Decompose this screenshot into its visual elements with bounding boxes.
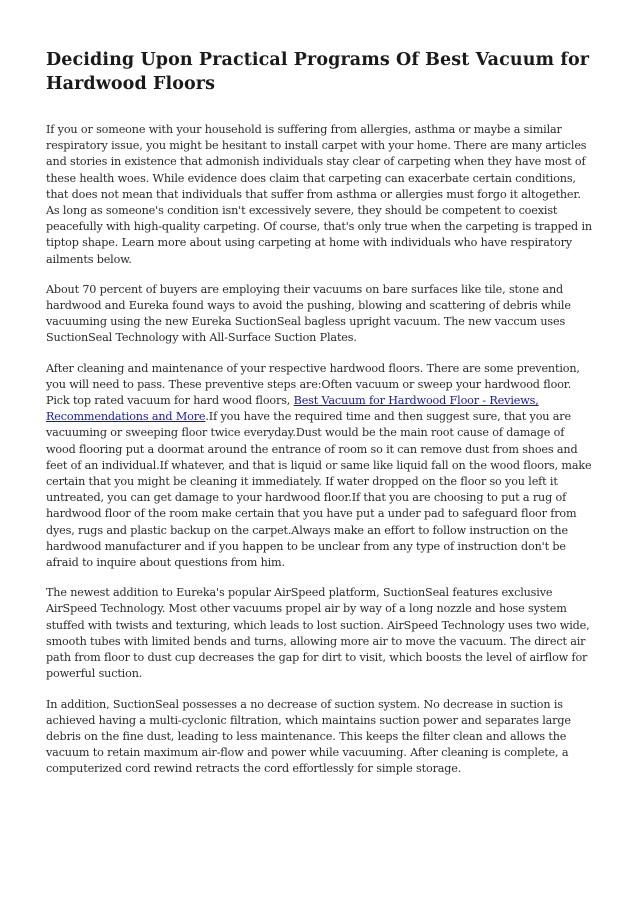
- best-vacuum-reviews-link[interactable]: Best Vacuum for Hardwood Floor - Reviews, Recommendations and More: [46, 394, 539, 424]
- paragraph-hardwood-maintenance: [46, 361, 594, 572]
- paragraph-suction-system: In addition, SuctionSeal possesses a no decrease of suction system. No decrease in suction is achieved having a multi-cyclonic filtration, which maintains suction power and separates large debris on the fine dust, leading to less maintenance. This keeps the filter clean and allows the vacuum to retain maximum air-flow and power while vacuuming. After cleaning is complete, a computerized cord rewind retracts the cord effortlessly for simple storage.: [46, 697, 571, 776]
- document-title: Deciding Upon Practical Programs Of Best Vacuum for Hardwood Floors: [46, 50, 590, 94]
- paragraph-text-before-link: After cleaning and maintenance of your respective hardwood floors. There are some prevention, you will need to pass. These preventive steps are:Often vacuum or sweep your hardwood floor. Pick top rated vacuum for hard wood floors,: [46, 361, 580, 408]
- paragraph-airspeed-technology: The newest addition to Eureka's popular AirSpeed platform, SuctionSeal features exclusive AirSpeed Technology. Most other vacuums propel air by way of a long nozzle and hose system stuffed with twists and texturing, which leads to lost suction. AirSpeed Technology uses two wide, smooth tubes with limited bends and turns, allowing more air to move the vacuum. The direct air path from floor to dust cup decreases the gap for dirt to visit, which boosts the level of airflow for powerful suction.: [46, 586, 590, 681]
- paragraph-text-after-link: .If you have the required time and then suggest sure, that you are vacuuming or sweeping floor twice everyday.Dust would be the main root cause of damage of wood flooring put a doormat around the entrance of room so it can remove dust from shoes and feet of an individual.If whatever, and that is liquid or same like liquid fall on the wood floors, make certain that you might be cleaning it immediately. If water dropped on the floor so you left it untreated, you can get damage to your hardwood floor.If that you are choosing to put a rug of hardwood floor of the room make certain that you have put a under pad to safeguard floor from dyes, rugs and plastic backup on the carpet.Always make an effort to follow instruction on the hardwood manufacturer and if you happen to be unclear from any type of instruction don't be afraid to inquire about questions from him.: [46, 410, 592, 570]
- paragraph-allergies: If you or someone with your household is suffering from allergies, asthma or maybe a similar respiratory issue, you might be hesitant to install carpet with your home. There are many articles and stories in existence that admonish individuals stay clear of carpeting when they have most of these health woes. While evidence does claim that carpeting can exacerbate certain conditions, that does not mean that individuals that suffer from asthma or allergies must forgo it altogether. As long as someone's condition isn't excessively severe, they should be competent to coexist peacefully with high-quality carpeting. Of course, that's only true when the carpeting is trapped in tiptop shape. Learn more about using carpeting at home with individuals who have respiratory ailments below.: [46, 123, 592, 266]
- document-page: [46, 48, 594, 792]
- paragraph-eureka-suctionseal: About 70 percent of buyers are employing their vacuums on bare surfaces like tile, stone and hardwood and Eureka found ways to avoid the pushing, blowing and scattering of debris while vacuuming using the new Eureka SuctionSeal bagless upright vacuum. The new vaccum uses SuctionSeal Technology with All-Surface Suction Plates.: [46, 282, 571, 345]
